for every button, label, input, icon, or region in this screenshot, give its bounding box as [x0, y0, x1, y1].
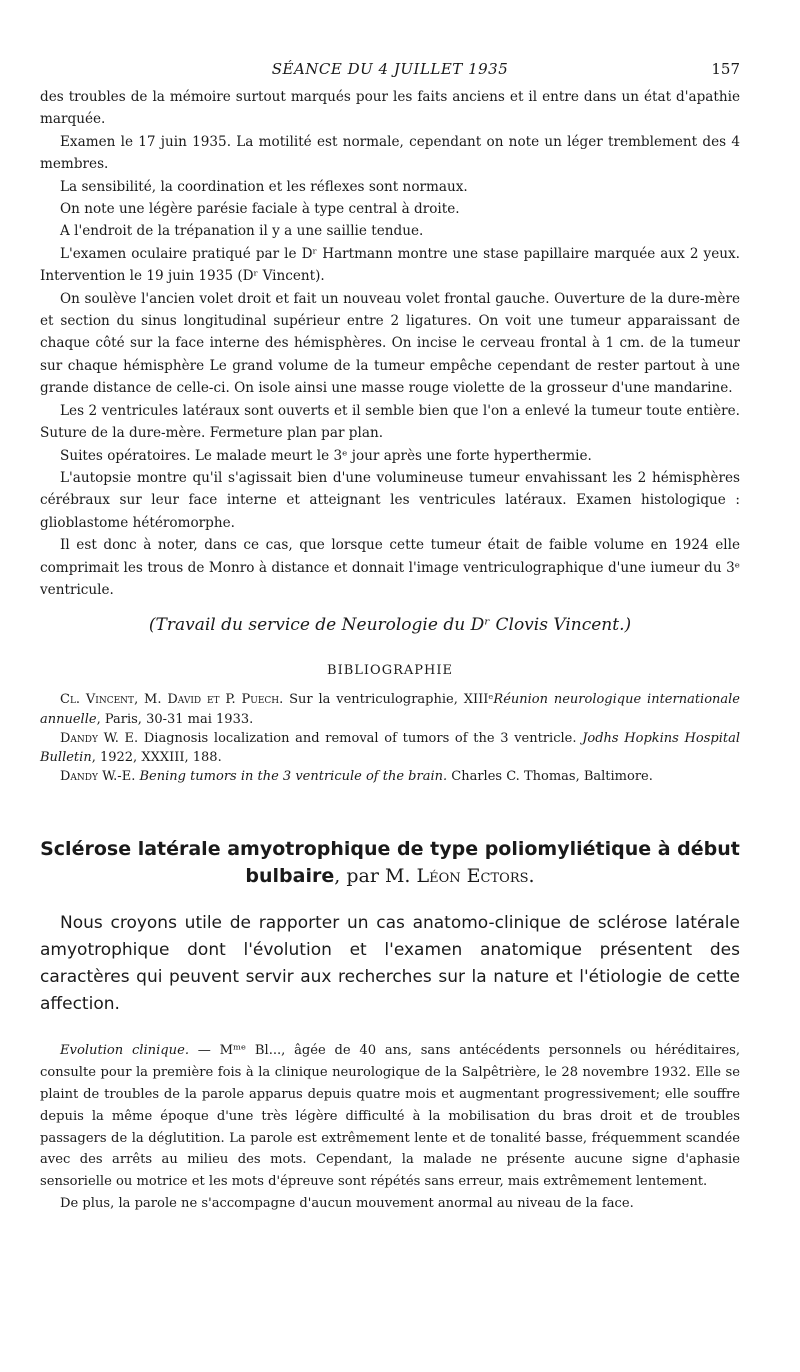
running-title: SÉANCE DU 4 JUILLET 1935 [271, 60, 509, 78]
bibliography-entry [40, 690, 740, 728]
case-paragraph: De plus, la parole ne s'accompagne d'aucun mouvement anormal au niveau de la face. [60, 1195, 634, 1211]
entry-journal: Jodhs Hopkins Hospital Bulletin [40, 730, 740, 765]
entry-authors: Dandy W. E. [60, 730, 139, 746]
bibliography-entry [40, 767, 740, 786]
article-byline: , par M. [334, 865, 417, 888]
bibliography [40, 690, 740, 786]
entry-details: Charles C. Thomas, Baltimore. [447, 769, 653, 785]
article-title-end: . [528, 865, 535, 888]
paragraph: La sensibilité, la coordination et les réflexes sont normaux. [60, 178, 468, 195]
paragraph: L'autopsie montre qu'il s'agissait bien d'une volumineuse tumeur envahissant les 2 hémisphères cérébraux sur leur face interne et atteignant les ventricules latéraux. Examen histologique : glioblastome hétéromorphe. [40, 469, 740, 531]
entry-text: Sur la ventriculographie, XIIIᵉ [283, 692, 494, 708]
paragraph: Examen le 17 juin 1935. La motilité est normale, cependant on note un léger tremblement des 4 membres. [40, 133, 740, 173]
article-lead [40, 910, 740, 1018]
article-author: Léon Ectors [416, 865, 529, 888]
case-paragraph [40, 1040, 740, 1193]
entry-journal: Réunion neurologique internationale annuelle [40, 692, 741, 727]
paragraph: On soulève l'ancien volet droit et fait un nouveau volet frontal gauche. Ouverture de la dure-mère et section du sinus longitudinal supérieur entre 2 ligatures. On voit une tumeur apparaissant de chaque côté sur la face interne des hémisphères. On incise le cerveau frontal à 1 cm. de la tumeur sur chaque hémisphère Le grand volume de la tumeur empêche cependant de rester partout à une grande distance de celle-ci. On isole ainsi une masse rouge violette de la grosseur d'une mandarine. [40, 290, 740, 397]
bibliography-heading: BIBLIOGRAPHIE [327, 663, 453, 679]
lead-paragraph: Nous croyons utile de rapporter un cas anatomo-clinique de sclérose latérale amyotrophique dont l'évolution et l'examen anatomique présentent des caractères qui peuvent servir aux recherches sur la nature et l'étiologie de cette affection. [40, 913, 740, 1015]
article-title [40, 836, 740, 890]
case-text: — Mᵐᵉ Bl..., âgée de 40 ans, sans antécédents personnels ou héréditaires, consulte pour la première fois à la clinique neurologique de la Salpêtrière, le 28 novembre 1932. Elle se plaint de troubles de la parole apparus depuis quatre mois et augmentant progressivement; elle souffre depuis la même époque d'une très légère difficulté à la mobilisation du bras droit et de troubles passagers de la déglutition. La parole est extrêmement lente et de tonalité basse, fréquemment scandée avec des arrêts au milieu des mots. Cependant, la malade ne présente aucune signe d'aphasie sensorielle ou motrice et les mots d'épreuve sont répétés sans erreur, mais extrêmement lentement. [40, 1043, 740, 1190]
bibliography-entry [40, 729, 740, 767]
entry-journal: Bening tumors in the 3 ventricule of the brain. [139, 769, 448, 785]
paragraph: Suites opératoires. Le malade meurt le 3ᵉ jour après une forte hyperthermie. [60, 447, 592, 464]
paragraph: L'examen oculaire pratiqué par le Dʳ Hartmann montre une stase papillaire marquée aux 2 yeux. Intervention le 19 juin 1935 (Dʳ Vincent). [40, 245, 740, 285]
entry-authors: Dandy W.-E. [60, 769, 136, 785]
case-description [40, 1040, 740, 1214]
journal-page [40, 60, 740, 1215]
entry-details: , Paris, 30-31 mai 1933. [96, 711, 254, 727]
case-label: Evolution clinique. [60, 1043, 190, 1059]
paragraph: Il est donc à noter, dans ce cas, que lorsque cette tumeur était de faible volume en 1924 elle comprimait les trous de Monro à distance et donnait l'image ventriculographique d'une iumeur du 3ᵉ ventricule. [40, 537, 740, 598]
entry-text: Diagnosis localization and removal of tumors of the 3 ventricle. [138, 730, 583, 746]
running-head [40, 60, 740, 86]
case-report-continuation [40, 86, 740, 601]
paragraph: Les 2 ventricules latéraux sont ouverts et il semble bien que l'on a enlevé la tumeur toute entière. Suture de la dure-mère. Fermeture plan par plan. [40, 402, 740, 442]
paragraph: On note une légère parésie faciale à type central à droite. [60, 201, 460, 218]
article-title-text: Sclérose latérale amyotrophique de type poliomyliétique à début bulbaire [40, 838, 740, 888]
service-credit: (Travail du service de Neurologie du Dʳ Clovis Vincent.) [148, 615, 632, 636]
paragraph: des troubles de la mémoire surtout marqués pour les faits anciens et il entre dans un état d'apathie marquée. [40, 89, 740, 128]
page-number: 157 [711, 60, 740, 78]
entry-authors: Cl. Vincent, M. David et P. Puech. [60, 692, 284, 708]
entry-details: , 1922, XXXIII, 188. [91, 749, 222, 765]
paragraph: A l'endroit de la trépanation il y a une saillie tendue. [60, 223, 424, 240]
